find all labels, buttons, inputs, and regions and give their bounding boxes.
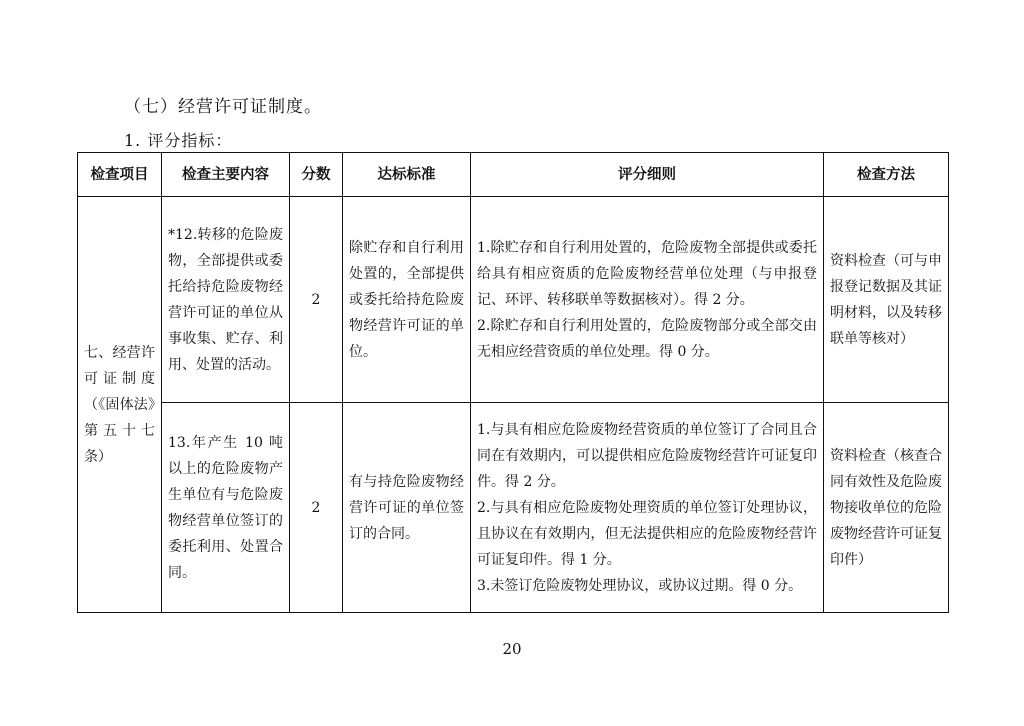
header-main-content: 检查主要内容 [162, 153, 290, 197]
content-cell: 13.年产生 10 吨以上的危险废物产生单位有与危险废物经营单位签订的委托利用、处置合同。 [162, 403, 290, 613]
category-cell: 七、经营许可证制度（《固体法》第五十七条） [78, 197, 162, 613]
standard-cell: 除贮存和自行利用处置的，全部提供或委托给持危险废物经营许可证的单位。 [343, 197, 471, 403]
header-score: 分数 [290, 153, 343, 197]
standard-cell: 有与持危险废物经营许可证的单位签订的合同。 [343, 403, 471, 613]
header-inspection-item: 检查项目 [78, 153, 162, 197]
header-standard: 达标标准 [343, 153, 471, 197]
rules-cell [471, 403, 824, 613]
table-row [78, 197, 949, 403]
method-cell: 资料检查（可与申报登记数据及其证明材料，以及转移联单等核对） [824, 197, 949, 403]
rules-cell [471, 197, 824, 403]
sub-title: 1. 评分指标： [124, 131, 233, 150]
method-cell: 资料检查（核查合同有效性及危险废物接收单位的危险废物经营许可证复印件） [824, 403, 949, 613]
table-header-row [78, 153, 949, 197]
header-inspection-method: 检查方法 [824, 153, 949, 197]
table-row [78, 403, 949, 613]
scoring-table [77, 152, 949, 613]
rule-item: 3.未签订危险废物处理协议，或协议过期。得 0 分。 [477, 577, 803, 594]
section-title: （七）经营许可证制度。 [124, 97, 322, 117]
score-cell: 2 [290, 197, 343, 403]
content-cell: *12.转移的危险废物，全部提供或委托给持危险废物经营许可证的单位从事收集、贮存、利用、处置的活动。 [162, 197, 290, 403]
score-cell: 2 [290, 403, 343, 613]
header-scoring-rules: 评分细则 [471, 153, 824, 197]
page-number: 20 [502, 640, 522, 658]
rule-item: 2.与具有相应危险废物处理资质的单位签订处理协议，且协议在有效期内，但无法提供相应的危险废物经营许可证复印件。得 1 分。 [477, 499, 817, 568]
rule-item: 1.与具有相应危险废物经营资质的单位签订了合同且合同在有效期内，可以提供相应危险废物经营许可证复印件。得 2 分。 [477, 421, 817, 490]
rule-item: 2.除贮存和自行利用处置的，危险废物部分或全部交由无相应经营资质的单位处理。得 0 分。 [477, 317, 817, 360]
rule-item: 1.除贮存和自行利用处置的，危险废物全部提供或委托给具有相应资质的危险废物经营单位处理（与申报登记、环评、转移联单等数据核对）。得 2 分。 [477, 239, 817, 308]
